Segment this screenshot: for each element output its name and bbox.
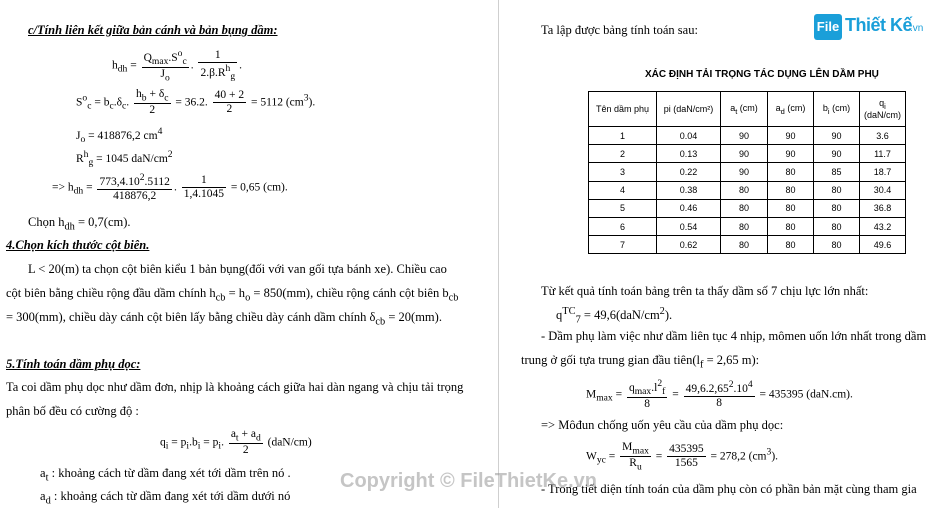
table-cell: 0.38 (657, 181, 721, 199)
table-row (589, 127, 906, 145)
table-row (589, 181, 906, 199)
table-cell: 80 (721, 199, 768, 217)
equation-hdh-result: => $h_{dh}$ = $\frac{773,4.10^2.5112}{418876,2}$ . $\frac{1}{1,4.1045}$ = 0,65 (cm). (52, 172, 288, 203)
table-cell: 36.8 (860, 199, 906, 217)
heading-section-4: 4.Chọn kích thước cột biên. (6, 238, 150, 252)
paragraph-4-line2: cột biên bằng chiều rộng đầu dầm chính $h_{cb} = h_o = 850(mm)$, chiều rộng cánh cột biên $b_{cb}$ (6, 286, 459, 304)
table-header-cell: $q_i$ (daN/cm) (860, 92, 906, 127)
table-cell: 0.54 (657, 217, 721, 235)
table-cell: 4 (589, 181, 657, 199)
paragraph-result: Từ kết quả tính toán bảng trên ta thấy dầm số 7 chịu lực lớn nhất: (541, 284, 869, 298)
table-cell: 85 (814, 163, 860, 181)
logo-name: Thiết Kế (845, 15, 913, 35)
heading-section-5: 5.Tính toán dầm phụ dọc: (6, 357, 141, 371)
table-cell: 90 (768, 127, 814, 145)
table-cell: 80 (814, 236, 860, 254)
equation-hdh: $h_{dh}$ = $\frac{Q_{max}.S^o_c}{J_o}$ . $\frac{1}{2.\beta.R^h_g}$ . (112, 48, 242, 84)
equation-qi: $q_i = p_i.b_i = p_i$. $\frac{a_t + a_d}{2}$ (daN/cm) (160, 428, 312, 457)
table-body (589, 127, 906, 254)
table-cell: 80 (768, 181, 814, 199)
table-cell: 3.6 (860, 127, 906, 145)
table-cell: 11.7 (860, 145, 906, 163)
table-cell: 80 (721, 181, 768, 199)
load-table (588, 91, 906, 254)
table-header-cell: $b_i$ (cm) (814, 92, 860, 127)
paragraph-support: trung ở gối tựa trung gian đầu $tiên(l_f = 2,65$ m): (521, 353, 760, 371)
table-cell: 0.62 (657, 236, 721, 254)
table-cell: 90 (768, 145, 814, 163)
equation-wyc: $W_{yc}$ = $\frac{M_{max}}{R_u}$ = $\frac{435395}{1565}$ = 278,2 $(cm^3)$. (586, 441, 779, 473)
paragraph-4-line1: L < 20(m) ta chọn cột biên kiểu 1 bản bụng(đối với van gối tựa bánh xe). Chiều cao (28, 262, 447, 276)
paragraph-modulus: => Môđun chống uốn yêu cầu của dầm phụ dọc: (541, 418, 784, 432)
table-intro: Ta lập được bảng tính toán sau: (541, 23, 698, 37)
table-row (589, 217, 906, 235)
table-cell: 0.46 (657, 199, 721, 217)
table-header-cell: $a_t$ (cm) (721, 92, 768, 127)
table-cell: 80 (814, 199, 860, 217)
table-cell: 0.04 (657, 127, 721, 145)
table-cell: 18.7 (860, 163, 906, 181)
table-cell: 1 (589, 127, 657, 145)
table-row (589, 199, 906, 217)
table-cell: 49.6 (860, 236, 906, 254)
table-cell: 2 (589, 145, 657, 163)
table-cell: 90 (721, 127, 768, 145)
table-header-cell: Tên dầm phụ (589, 92, 657, 127)
table-cell: 80 (768, 199, 814, 217)
table-cell: 90 (814, 127, 860, 145)
table-cell: 30.4 (860, 181, 906, 199)
table-cell: 80 (768, 163, 814, 181)
table-header-cell: $a_d$ (cm) (768, 92, 814, 127)
logo-domain: .vn (910, 23, 924, 34)
equation-q7: $q^{TC}_7 = 49,6(daN/cm^2)$. (556, 306, 673, 326)
heading-section-c: c/Tính liên kết giữa bản cánh và bản bụng dầm: (28, 23, 278, 37)
table-cell: 80 (768, 236, 814, 254)
equation-sc: $S^o_c = b_c.\delta_c$. $\frac{h_b + \delta_c}{2}$ = 36.2. $\frac{40 + 2}{2}$ = 5112 $(cm^3)$. (76, 88, 316, 117)
definition-at: $a_t$ : khoảng cách từ dầm đang xét tới dầm trên nó . (40, 466, 291, 484)
table-cell: 80 (721, 217, 768, 235)
paragraph-cross-section: - Trong tiết diện tính toán của dầm phụ còn có phần bản mặt cùng tham gia (541, 482, 917, 496)
table-cell: 5 (589, 199, 657, 217)
table-cell: 3 (589, 163, 657, 181)
table-row (589, 163, 906, 181)
logo-mark: File (814, 14, 842, 40)
table-header-cell: pi (daN/cm²) (657, 92, 721, 127)
table-title: XÁC ĐỊNH TẢI TRỌNG TÁC DỤNG LÊN DẦM PHỤ (645, 69, 879, 80)
paragraph-continuous-beam: - Dầm phụ làm việc như dầm liên tục 4 nhịp, mômen uốn lớn nhất trong dầm (541, 329, 927, 343)
equation-jo: $J_o = 418876,2$ $cm^4$ (76, 126, 163, 146)
copyright-watermark: Copyright © FileThietKe.vn (340, 470, 597, 492)
site-logo (814, 10, 940, 44)
equation-rhg: $R^h_g = 1045$ daN/$cm^2$ (76, 149, 173, 169)
column-divider (498, 0, 499, 508)
definition-ad: $a_d$ : khoảng cách từ dầm đang xét tới dầm dưới nó (40, 489, 291, 507)
table-cell: 80 (814, 181, 860, 199)
choose-hdh: Chọn $h_{dh} = 0,7(cm)$. (28, 215, 131, 233)
paragraph-5-line2: phân bố đều có cường độ : (6, 404, 139, 418)
table-cell: 90 (721, 145, 768, 163)
table-row (589, 236, 906, 254)
table-cell: 0.13 (657, 145, 721, 163)
equation-mmax: $M_{max}$ = $\frac{q_{max}.l^2_f}{8}$ = $\frac{49,6.2,65^2.10^4}{8}$ = 435395 (daN.cm). (586, 378, 853, 411)
table-cell: 90 (721, 163, 768, 181)
table-cell: 80 (768, 217, 814, 235)
paragraph-4-line3: = 300(mm), chiều dày cánh cột biên lấy bằng chiều dày cánh dầm chính $\delta_{cb} = 20(mm)$. (6, 310, 442, 328)
paragraph-5-line1: Ta coi dầm phụ dọc như dầm đơn, nhịp là khoảng cách giữa hai dàn ngang và chịu tải trọng (6, 380, 464, 394)
table-cell: 80 (814, 217, 860, 235)
table-cell: 6 (589, 217, 657, 235)
table-header-row (589, 92, 906, 127)
table-cell: 90 (814, 145, 860, 163)
table-cell: 7 (589, 236, 657, 254)
table-row (589, 145, 906, 163)
table-cell: 0.22 (657, 163, 721, 181)
table-cell: 80 (721, 236, 768, 254)
table-cell: 43.2 (860, 217, 906, 235)
